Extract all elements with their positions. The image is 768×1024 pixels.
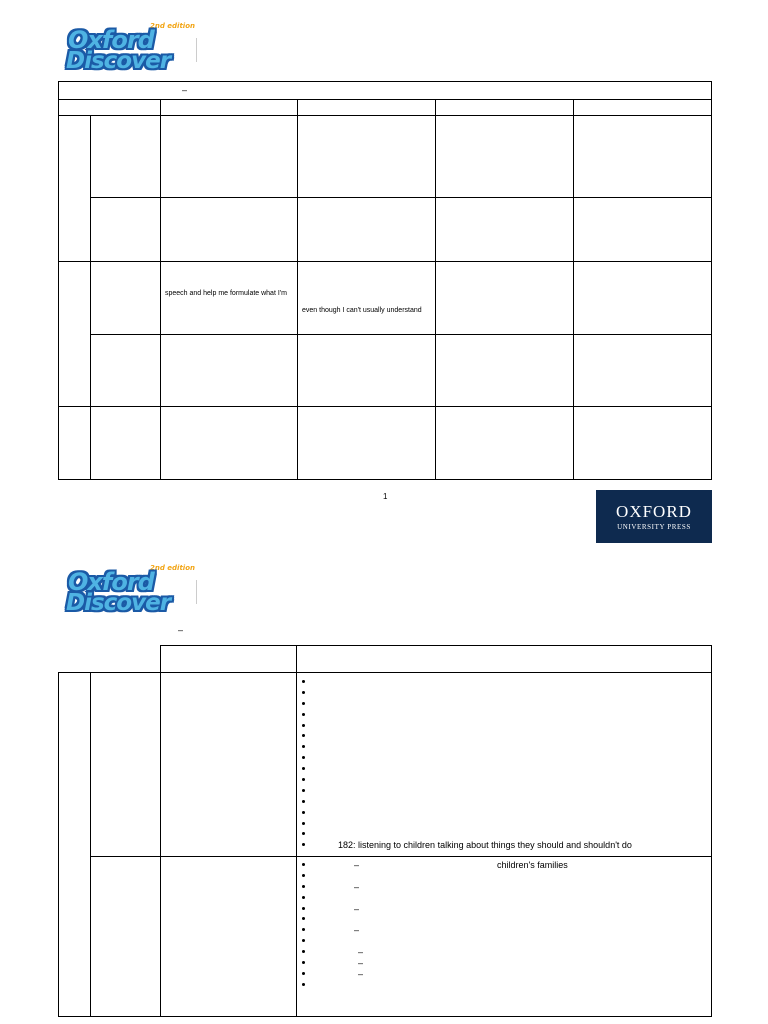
logo-word-discover: Discover bbox=[66, 590, 171, 616]
cell-text-understand: even though I can't usually understand bbox=[302, 307, 422, 314]
cell-text-speech: speech and help me formulate what I'm bbox=[165, 290, 287, 297]
oup-logo bbox=[596, 490, 712, 543]
logo-divider bbox=[196, 38, 197, 62]
logo-word-oxford: Oxford bbox=[68, 568, 154, 596]
logo-edition: 2nd edition bbox=[150, 564, 195, 572]
logo-divider bbox=[196, 580, 197, 604]
bullet-dash: – bbox=[354, 881, 360, 892]
logo-word-oxford: Oxford bbox=[68, 26, 154, 54]
bullet-dash: – bbox=[358, 968, 364, 979]
bullet-dash: – bbox=[358, 947, 364, 958]
bullet-dash: – bbox=[354, 903, 360, 914]
bullet-text-families: children's families bbox=[497, 860, 568, 870]
bullet-dash: – bbox=[358, 958, 364, 969]
bullet-dash: – bbox=[354, 860, 360, 870]
oxford-discover-logo bbox=[62, 22, 202, 84]
page1-title-dash: – bbox=[182, 85, 188, 95]
bullet-dash: – bbox=[354, 925, 360, 936]
page2-title-dash: – bbox=[178, 625, 184, 635]
oup-logo-word: OXFORD bbox=[616, 502, 692, 521]
oxford-discover-logo bbox=[62, 564, 202, 626]
logo-word-discover: Discover bbox=[66, 48, 171, 74]
page-number: 1 bbox=[383, 492, 388, 501]
logo-edition: 2nd edition bbox=[150, 22, 195, 30]
oup-logo-subtitle: UNIVERSITY PRESS bbox=[617, 523, 691, 531]
bullet-text-182: 182: listening to children talking about things they should and shouldn't do bbox=[338, 840, 632, 851]
